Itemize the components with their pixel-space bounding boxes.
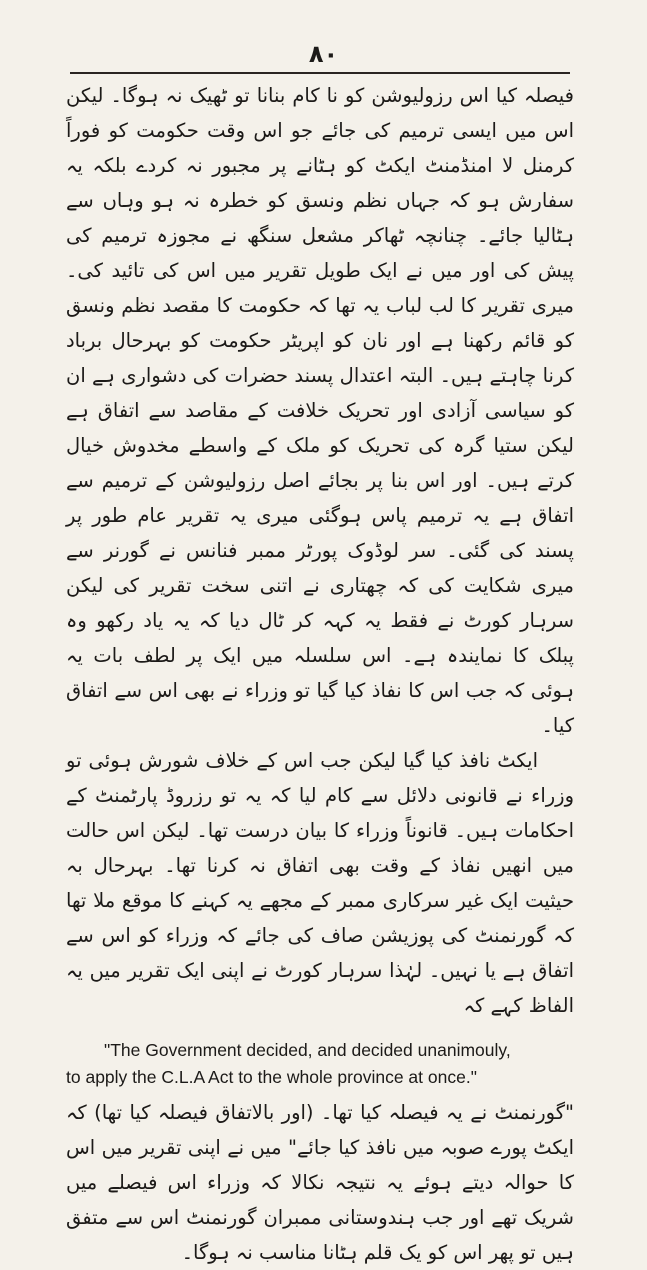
paragraph-1: فیصلہ کیا اس رزولیوشن کو نا کام بنانا تو ٹھیک نہ ہوگا۔ لیکن اس میں ایسی ترمیم کی جائے جو اس وقت حکومت کو فوراً کرمنل لا امنڈمنٹ ایکٹ کو ہٹانے پر مجبور نہ کردے بلکہ یہ سفارش ہو کہ جہاں نظم ونسق کو خطرہ نہ ہو وہاں سے ہٹالیا جائے۔ چنانچہ ٹھاکر مشعل سنگھ نے مجوزہ ترمیم کی پیش کی اور میں نے ایک طویل تقریر میں اس کی تائید کی۔ میری تقریر کا لب لباب یہ تھا کہ حکومت کا مقصد نظم ونسق کو قائم رکھنا ہے اور نان کو اپریٹر حکومت کو بہرحال برباد کرنا چاہتے ہیں۔ البتہ اعتدال پسند حضرات کی دشواری ہے ان کو سیاسی آزادی اور تحریک خلافت کے مقاصد سے اتفاق ہے لیکن ستیا گرہ کی تحریک کو ملک کے واسطے مخدوش خیال کرتے ہیں۔ اور اس بنا پر بجائے اصل رزولیوشن کے ترمیم سے اتفاق ہے یہ ترمیم پاس ہوگئی میری یہ تقریر عام طور پر پسند کی گئی۔ سر لوڈوک پورٹر ممبر فنانس نے گورنر سے میری شکایت کی کہ چھتاری نے اتنی سخت تقریر کی لیکن سرہار کورٹ نے فقط یہ کہہ کر ٹال دیا کہ یہ یاد رکھو وہ پبلک کا نمایندہ ہے۔ اس سلسلہ میں ایک پر لطف بات یہ ہوئی کہ جب اس کا نفاذ کیا گیا تو وزراء نے بھی اس سے اتفاق کیا۔	[66, 84, 574, 737]
header-rule	[70, 72, 570, 74]
quote-line-1: "The Government decided, and decided unanimouly,	[104, 1040, 511, 1060]
paragraph-2: ایکٹ نافذ کیا گیا لیکن جب اس کے خلاف شورش ہوئی تو وزراء نے قانونی دلائل سے کام لیا کہ یہ تو رزروڈ پارٹمنٹ کے احکامات ہیں۔ قانوناً وزراء کا بیان درست تھا۔ لیکن اس حالت میں انھیں نفاذ کے وقت بھی اتفاق نہ کرنا تھا۔ بہرحال بہ حیثیت ایک غیر سرکاری ممبر کے مجھے یہ کہنے کا موقع ملا تھا کہ گورنمنٹ کی پوزیشن صاف کی جائے کہ وزراء کو اس سے اتفاق ہے یا نہیں۔ لہٰذا سرہار کورٹ نے اپنی ایک تقریر میں یہ الفاظ کہے کہ	[66, 749, 574, 1017]
page-body	[66, 78, 574, 1270]
english-quote	[66, 1037, 574, 1091]
paragraph-3: "گورنمنٹ نے یہ فیصلہ کیا تھا۔ (اور بالاتفاق فیصلہ کیا تھا) کہ ایکٹ پورے صوبہ میں نافذ کیا جائے" میں نے اپنی تقریر میں اس کا حوالہ دیتے ہوئے یہ نتیجہ نکالا کہ وزراء اس فیصلے میں شریک تھے اور جب ہندوستانی ممبران گورنمنٹ اس سے متفق ہیں تو پھر اس کو یک قلم ہٹانا مناسب نہ ہوگا۔	[66, 1101, 574, 1264]
page-number: ۸۰	[308, 40, 339, 68]
quote-line-2: to apply the C.L.A Act to the whole province at once."	[66, 1067, 477, 1087]
